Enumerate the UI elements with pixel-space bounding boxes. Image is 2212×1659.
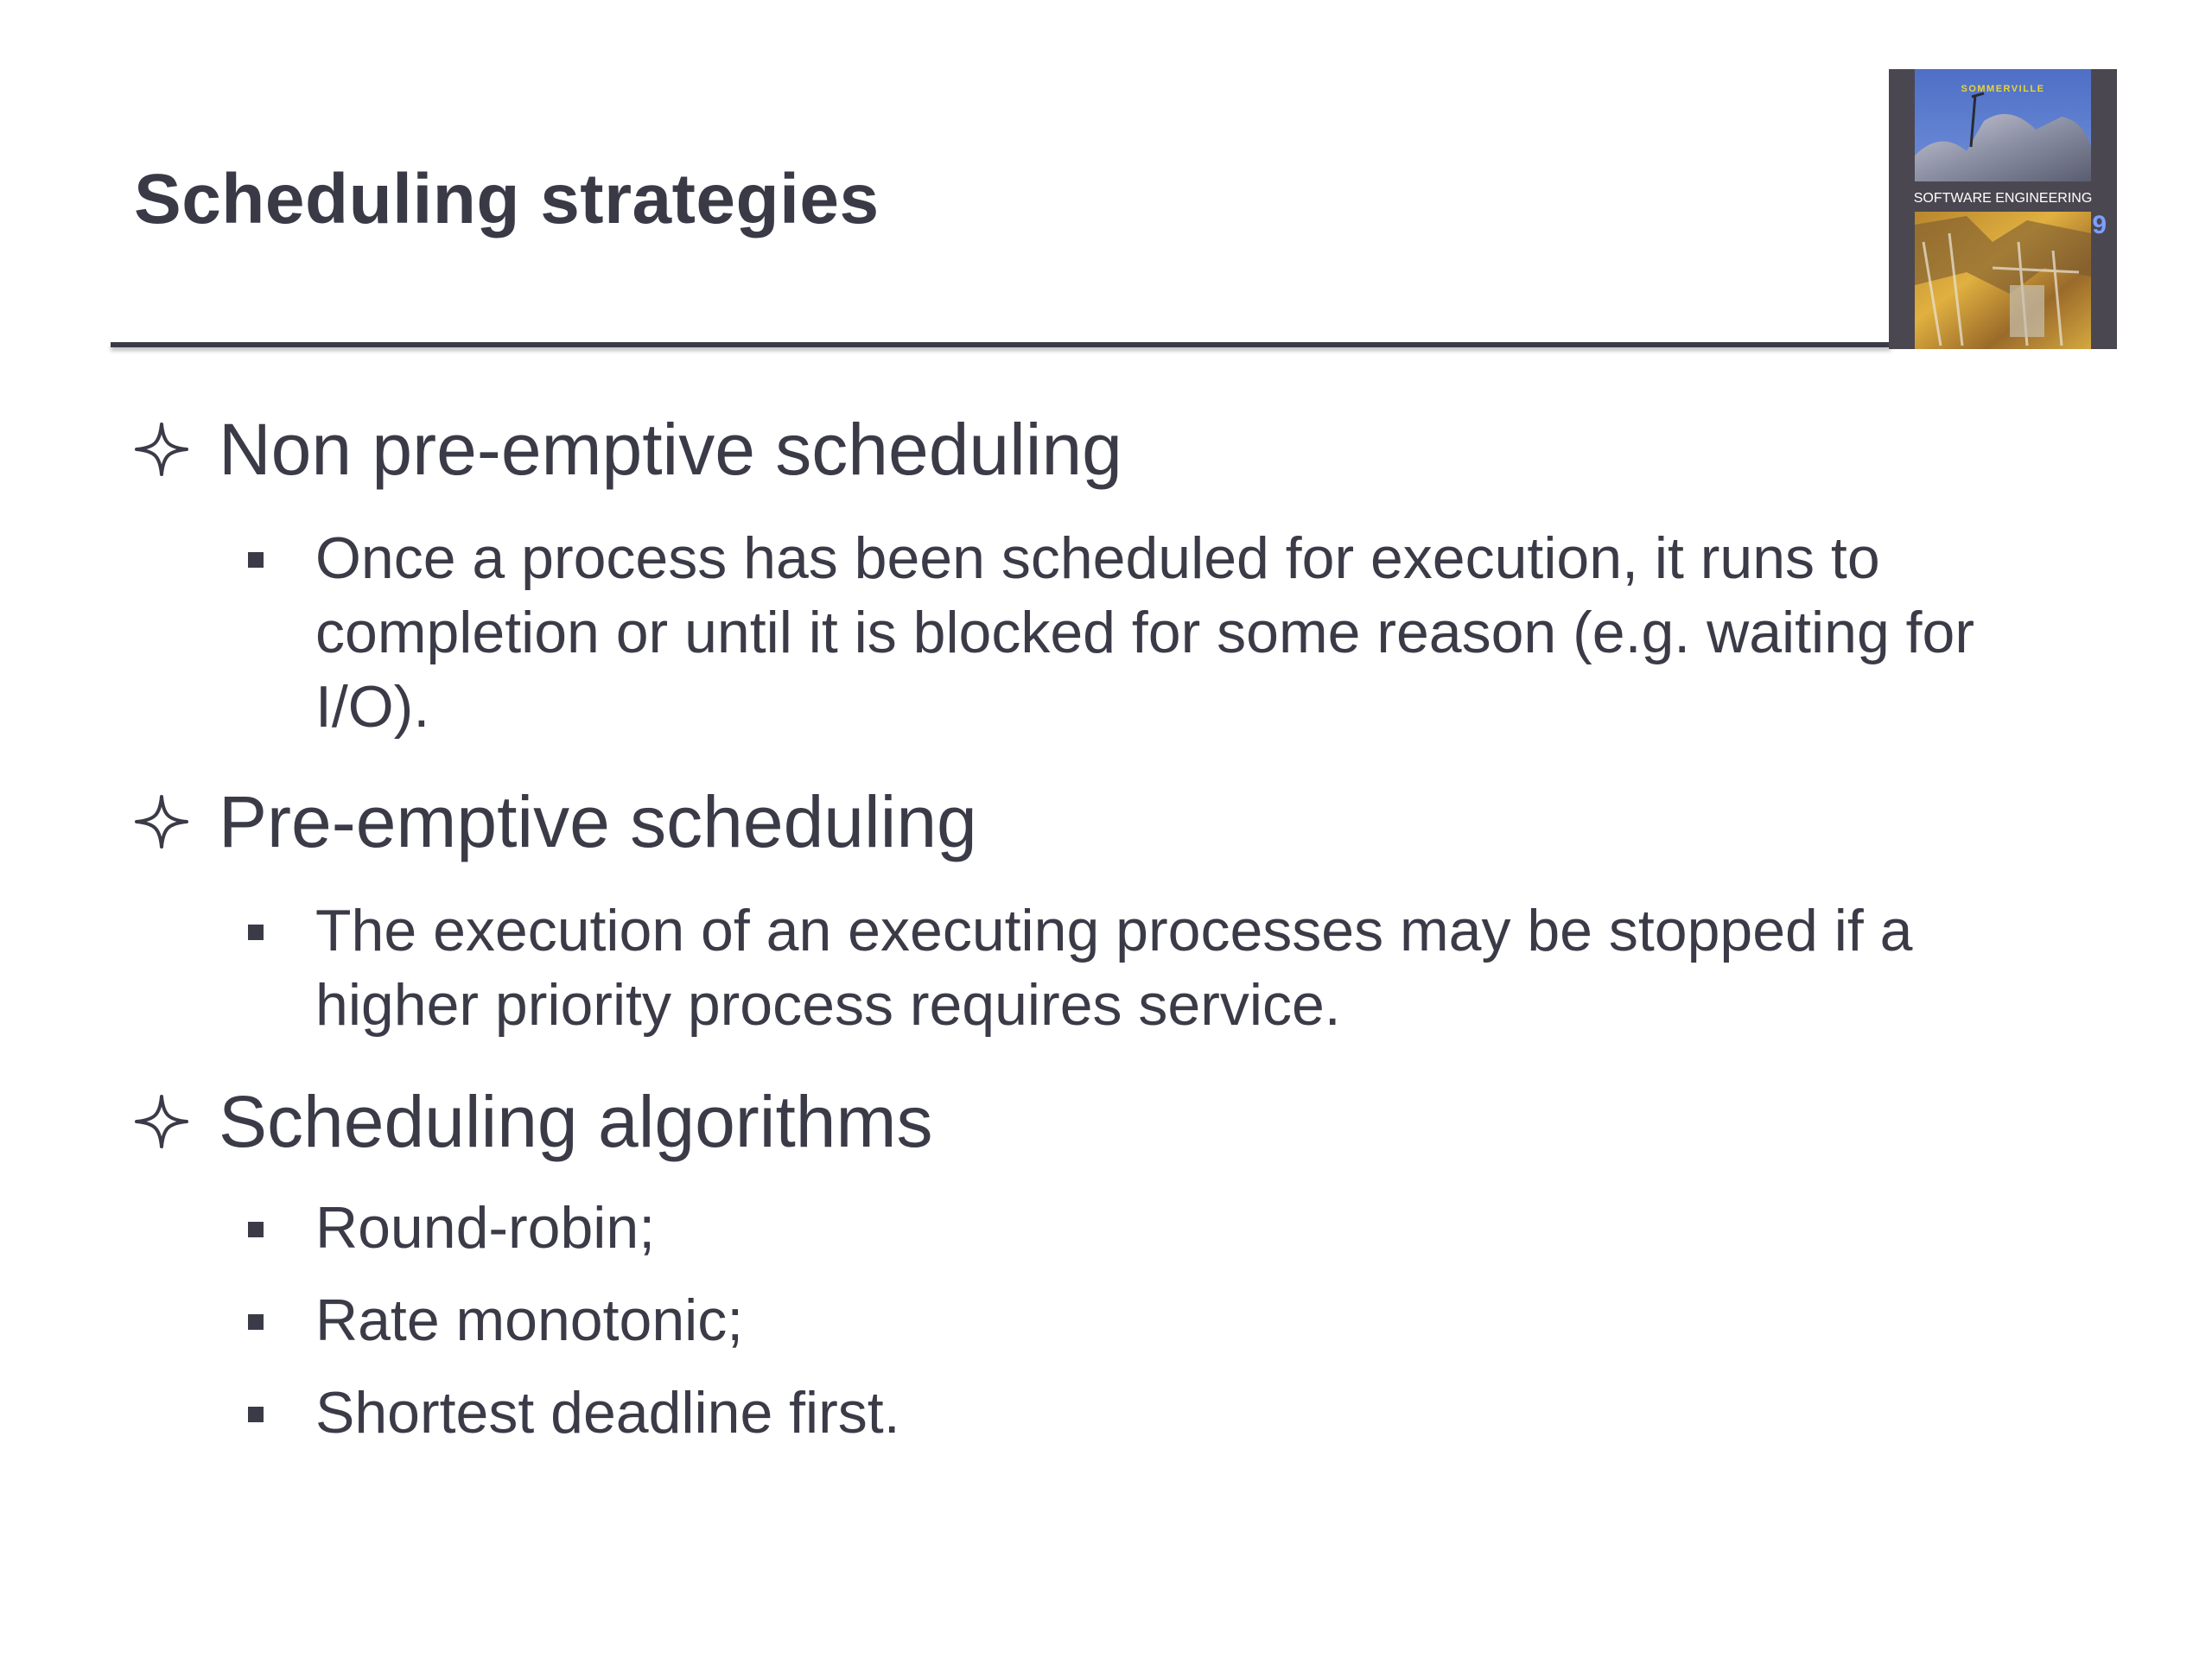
level1-bullet-text: Scheduling algorithms (219, 1080, 933, 1162)
square-bullet-icon (245, 893, 315, 968)
book-author-text: SOMMERVILLE (1961, 84, 2045, 94)
four-point-star-icon (134, 1078, 219, 1165)
level1-bullet (134, 406, 2087, 493)
four-point-star-icon (134, 779, 219, 865)
bullet-section (134, 1078, 2087, 1451)
level1-bullet-text: Non pre-emptive scheduling (219, 409, 1122, 490)
level2-bullet-text: The execution of an executing processes may be stopped if a higher priority process requires service. (315, 897, 1913, 1038)
book-edition-text: 9 (2092, 211, 2107, 239)
level1-bullet (134, 1078, 2087, 1166)
square-bullet-icon (245, 1283, 315, 1357)
square-bullet-icon (245, 1376, 315, 1450)
bullet-section (134, 779, 2087, 1042)
level2-bullet (245, 893, 2087, 1042)
book-title-text: SOFTWARE ENGINEERING (1913, 191, 2093, 206)
level2-bullet-text: Once a process has been scheduled for execution, it runs to completion or until it is blocked for some reason (e.g. waiting for I/O). (315, 524, 1975, 740)
level1-bullet (134, 779, 2087, 866)
level2-bullet-text: Rate monotonic; (315, 1287, 744, 1354)
square-bullet-icon (245, 521, 315, 595)
square-bullet-icon (245, 1191, 315, 1265)
level2-bullet-text: Shortest deadline first. (315, 1380, 900, 1446)
title-divider (111, 342, 1891, 347)
bullet-section (134, 406, 2087, 744)
level2-bullet (245, 1376, 2087, 1450)
level1-bullet-text: Pre-emptive scheduling (219, 780, 977, 862)
level2-bullet (245, 1283, 2087, 1357)
four-point-star-icon (134, 406, 219, 493)
book-cover-image (1889, 69, 2117, 349)
level2-bullet (245, 1191, 2087, 1265)
level2-bullet-text: Round-robin; (315, 1195, 656, 1262)
slide-body (134, 406, 2087, 1450)
slide-title: Scheduling strategies (134, 160, 880, 238)
level2-bullet (245, 521, 2087, 744)
